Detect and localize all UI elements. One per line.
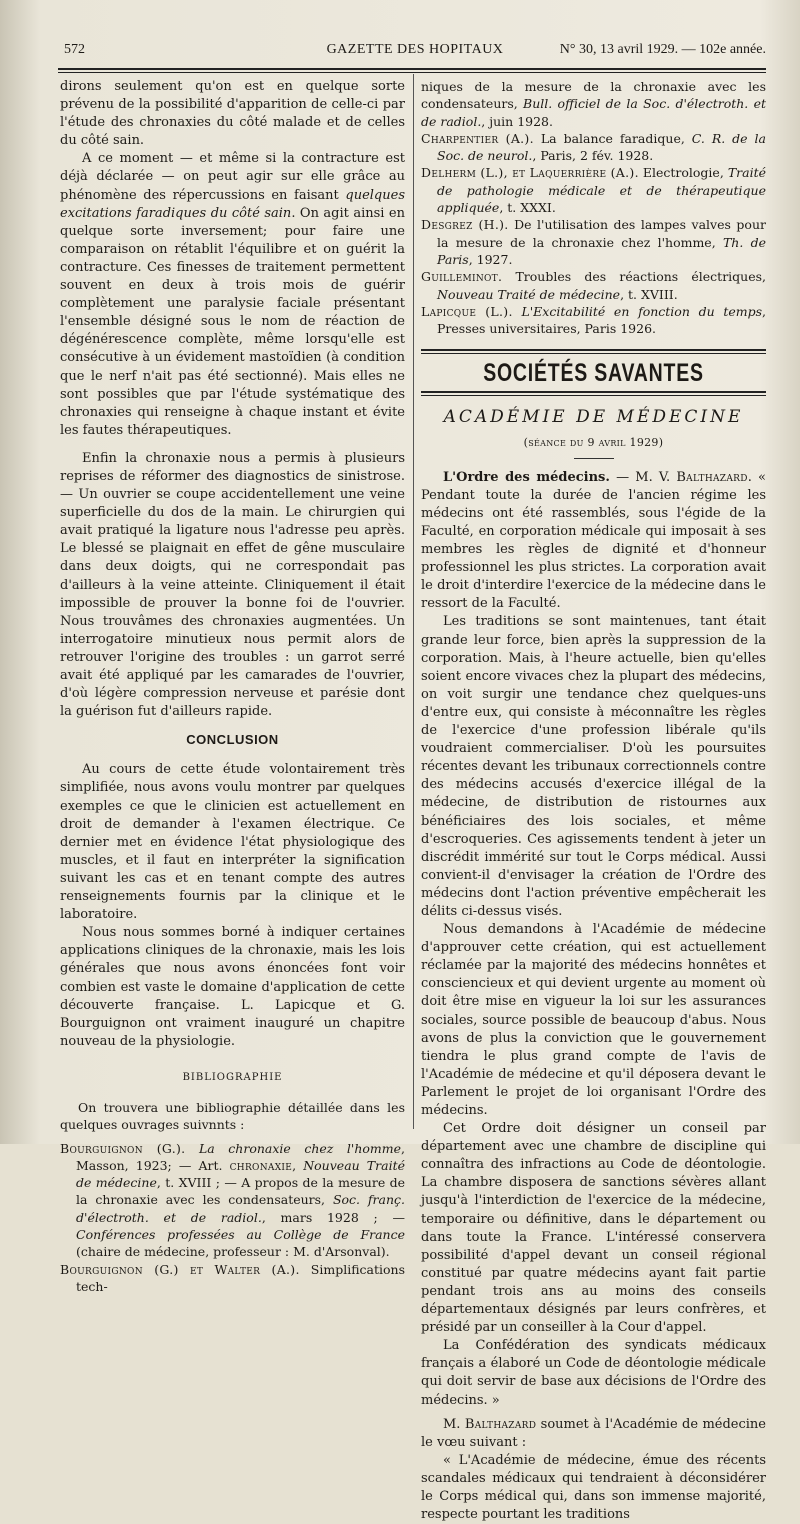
academie-title: ACADÉMIE DE MÉDECINE <box>443 406 744 427</box>
conclusion-heading: CONCLUSION <box>186 732 279 748</box>
paragraph: La Confédération des syndicats médicaux français a élaboré un Code de déontologie médicale qui doit servir de base aux décisions de l'Ordre des médecins. » <box>421 1338 766 1408</box>
issue-info: N° 30, 13 avril 1929. — 102e année. <box>559 42 766 57</box>
bibliography-entry: niques de la mesure de la chronaxie avec les condensateurs, Bull. officiel de la Soc. d'électroth. et de radiol., juin 1928. <box>421 79 766 129</box>
paragraph: A ce moment — et même si la contracture est déjà déclarée — on peut agir sur elle grâce au phénomène des répercussions en faisant quelques excitations faradiques du côté sain. On agit ainsi en quelque sorte inversement; pour faire une comparaison on rétablit l'équilibre et on guérit la contracture. Ces finesses de traitement permettent souvent en deux à trois mois de guérir complètement une paralysie faciale présentant l'ensemble désigné sous le nom de réaction de dégénérescence complète, même lorsqu'elle est consécutive à un évidement mastoïdien (à condition que le nerf n'ait pas été sectionné). Mais elles ne sont possibles que par l'étude systématique des chronaxies qui renseigne à chaque instant et évite les fautes thérapeutiques. <box>60 151 405 438</box>
seance-date: (séance du 9 avril 1929) <box>523 435 664 449</box>
journal-title: GAZETTE DES HOPITAUX <box>326 42 504 57</box>
paragraph: L'Ordre des médecins. — M. V. Balthazard. « Pendant toute la durée de l'ancien régime les médecins ont été rassemblés, sous l'égide de la Faculté, en corporation médicale qui imposait à ses membres les règles de dignité et d'honneur professionnel les plus strictes. La corporation avait le droit d'interdire l'exercice de la médecine dans le ressort de la Faculté. <box>421 469 767 612</box>
paragraph: Nous nous sommes borné à indiquer certaines applications cliniques de la chronaxie, mais les lois générales que nous avons énoncées font voir combien est vaste le domaine d'application de cette découverte française. L. Lapicque et G. Bourguignon ont vraiment inauguré un chapitre nouveau de la physiologie. <box>60 925 405 1049</box>
section-title: SOCIÉTÉS SAVANTES <box>483 359 704 388</box>
paragraph: « L'Académie de médecine, émue des récents scandales médicaux qui tendraient à déconsidérer le Corps médical qui, dans son immense majorité, respecte pourtant les traditions <box>421 1452 766 1523</box>
bibliography-entry: Charpentier (A.). La balance faradique, C. R. de la Soc. de neurol., Paris, 2 fév. 1928. <box>421 130 766 164</box>
bibliography-entry: Delherm (L.), et Laquerrière (A.). Electrologie, Traité de pathologie médicale et de thérapeutique appliquée, t. XXXI. <box>421 165 766 216</box>
paragraph: Nous demandons à l'Académie de médecine d'approuver cette création, qui est actuellement réclamée par la majorité des médecins honnêtes et consciencieux et qui devient urgente au moment où doit être mise en vigueur la loi sur les assurances sociales, source possible de beaucoup d'abus. Nous avons de plus la conviction que le gouvernement tiendra le plus grand compte de l'avis de l'Académie de médecine et qu'il déposera devant le Parlement le projet de loi organisant l'Ordre des médecins. <box>421 922 766 1119</box>
paragraph: Enfin la chronaxie nous a permis à plusieurs reprises de réformer des diagnostics de sinistrose. — Un ouvrier se coupe accidentellement une veine superficielle du dos de la main. Le chirurgien qui avait pratiqué la ligature nous l'adresse peu après. Le blessé se plaignait en effet de gêne musculaire dans deux doigts, qui ne correspondait pas d'ailleurs à la veine atteinte. Cliniquement il était impossible de prouver la bonne foi de l'ouvrier. Nous trouvâmes des chronaxies augmentées. Un interrogatoire minutieux nous permit alors de retrouver l'origine des troubles : un garrot serré avait été appliqué par les camarades de l'ouvrier, d'où légère compression nerveuse et parésie dont la guérison fut d'ailleurs rapide. <box>60 450 405 720</box>
divider <box>421 391 766 396</box>
paragraph: Cet Ordre doit désigner un conseil par département avec une chambre de discipline qui connaîtra des infractions au Code de déontologie. La chambre disposera de sanctions sévères allant jusqu'à l'interdiction de l'exercice de la médecine, temporaire ou définitive, dans le département ou dans toute la France. L'intéressé conservera possibilité d'appel devant un conseil régional constitué par quatre médecins ayant fait partie pendant trois ans au moins des conseils départementaux désignés par leurs confrères, et présidé par un conseiller à la Cour d'appel. <box>421 1121 766 1336</box>
paragraph: dirons seulement qu'on est en quelque sorte prévenu de la possibilité d'apparition de celle-ci par l'étude des chronaxies du côté malade et de celles du côté sain. <box>60 79 405 149</box>
running-head <box>64 42 766 64</box>
bibliography-entry: Lapicque (L.). L'Excitabilité en fonction du temps, Presses universitaires, Paris 1926. <box>421 303 766 337</box>
bibliography-entry: Desgrez (H.). De l'utilisation des lampes valves pour la mesure de la chronaxie chez l'homme, Th. de Paris, 1927. <box>421 217 767 267</box>
right-column <box>421 78 766 1524</box>
page-number: 572 <box>64 42 85 57</box>
paragraph: Les traditions se sont maintenues, tant était grande leur force, bien après la suppression de la corporation. Mais, à l'heure actuelle, bien qu'elles soient encore vivaces chez la plupart des médecins, on voit surgir une tendance chez quelques-uns d'entre eux, qui consiste à méconnaître les règles de l'exercice d'une profession libérale qu'ils voudraient commercialiser. D'où les poursuites récentes devant les tribunaux correctionnels contre des médecins accusés d'exercice illégal de la médecine, de distribution de ristournes aux bénéficiaires des lois sociales, et même d'escroqueries. Ces agissements tendent à jeter un discrédit immérité sur tout le Corps médical. Aussi convient-il d'envisager la création de l'Ordre des médecins dont l'action préventive empêcherait les délits ci-dessus visés. <box>421 614 766 919</box>
societes-section-header <box>421 349 766 395</box>
bibliography-intro: On trouvera une bibliographie détaillée dans les quelques ouvrages suivnnts : <box>60 1099 405 1133</box>
left-column <box>60 78 405 1295</box>
column-separator <box>413 74 414 1129</box>
bibliography-entry: Guilleminot. Troubles des réactions électriques, Nouveau Traité de médecine, t. XVIII. <box>421 269 766 302</box>
header-rule <box>58 68 766 73</box>
bibliography <box>60 1099 405 1295</box>
paragraph: Au cours de cette étude volontairement très simplifiée, nous avons voulu montrer par quelques exemples ce que le clinicien est actuellement en droit de demander à l'examen électrique. Ce dernier met en évidence l'état physiologique des muscles, et il faut en interpréter la signification suivant les cas et en tenant compte des autres renseignements fournis par la clinique et le laboratoire. <box>60 762 405 923</box>
bibliography-continued <box>421 78 766 337</box>
divider <box>421 349 766 354</box>
paragraph: M. Balthazard soumet à l'Académie de médecine le vœu suivant : <box>421 1416 766 1450</box>
bibliography-entry: Bourguignon (G.) et Walter (A.). Simplifications tech- <box>60 1261 405 1294</box>
divider <box>574 458 614 459</box>
bibliography-heading: BIBLIOGRAPHIE <box>182 1071 283 1083</box>
bibliography-entry: Bourguignon (G.). La chronaxie chez l'homme, Masson, 1923; — Art. chronaxie, Nouveau Traité de médecine, t. XVIII ; — A propos de la mesure de la chronaxie avec les condensateurs, Soc. franç. d'électroth. et de radiol., mars 1928 ; — Conférences professées au Collège de France (chaire de médecine, professeur : M. d'Arsonval). <box>60 1140 406 1260</box>
